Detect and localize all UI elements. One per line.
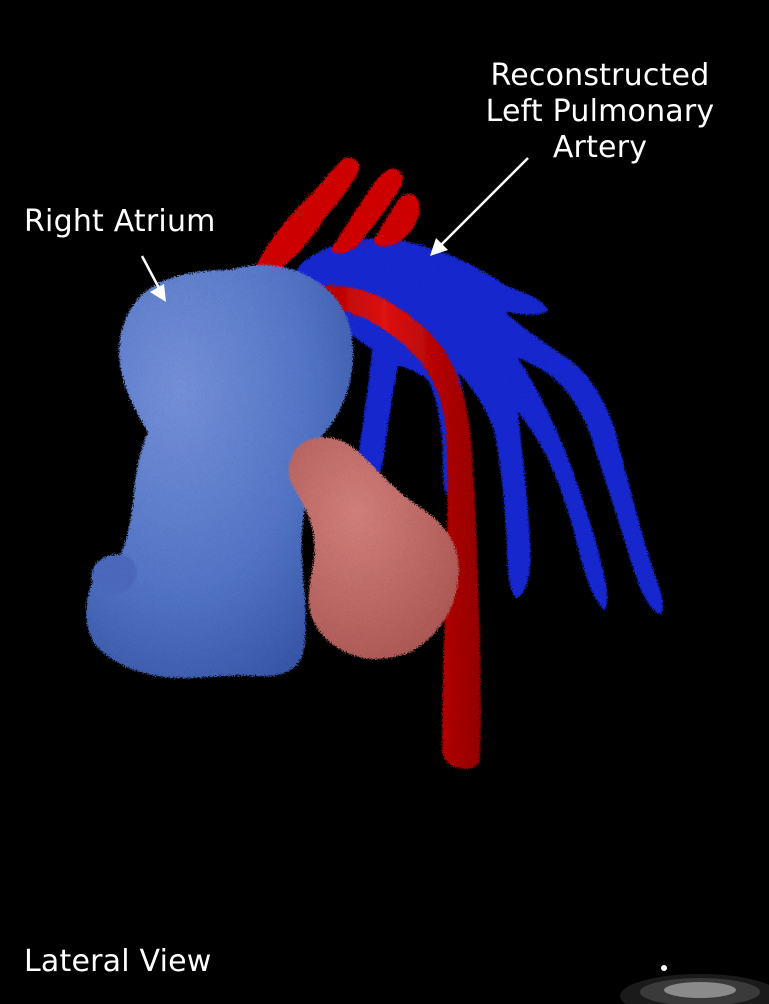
pulmonary-artery-label-line3: Artery [552,130,648,165]
orientation-widget-icon [620,965,769,1004]
pulmonary-artery-label [474,58,726,166]
pulmonary-artery-arrow [430,158,528,256]
view-label: Lateral View [24,944,212,979]
left-atrium [288,437,458,659]
pulmonary-artery-label-line2: Left Pulmonary [485,94,715,129]
right-atrium-label: Right Atrium [24,204,216,239]
pulmonary-artery-label-line1: Reconstructed [490,58,710,93]
